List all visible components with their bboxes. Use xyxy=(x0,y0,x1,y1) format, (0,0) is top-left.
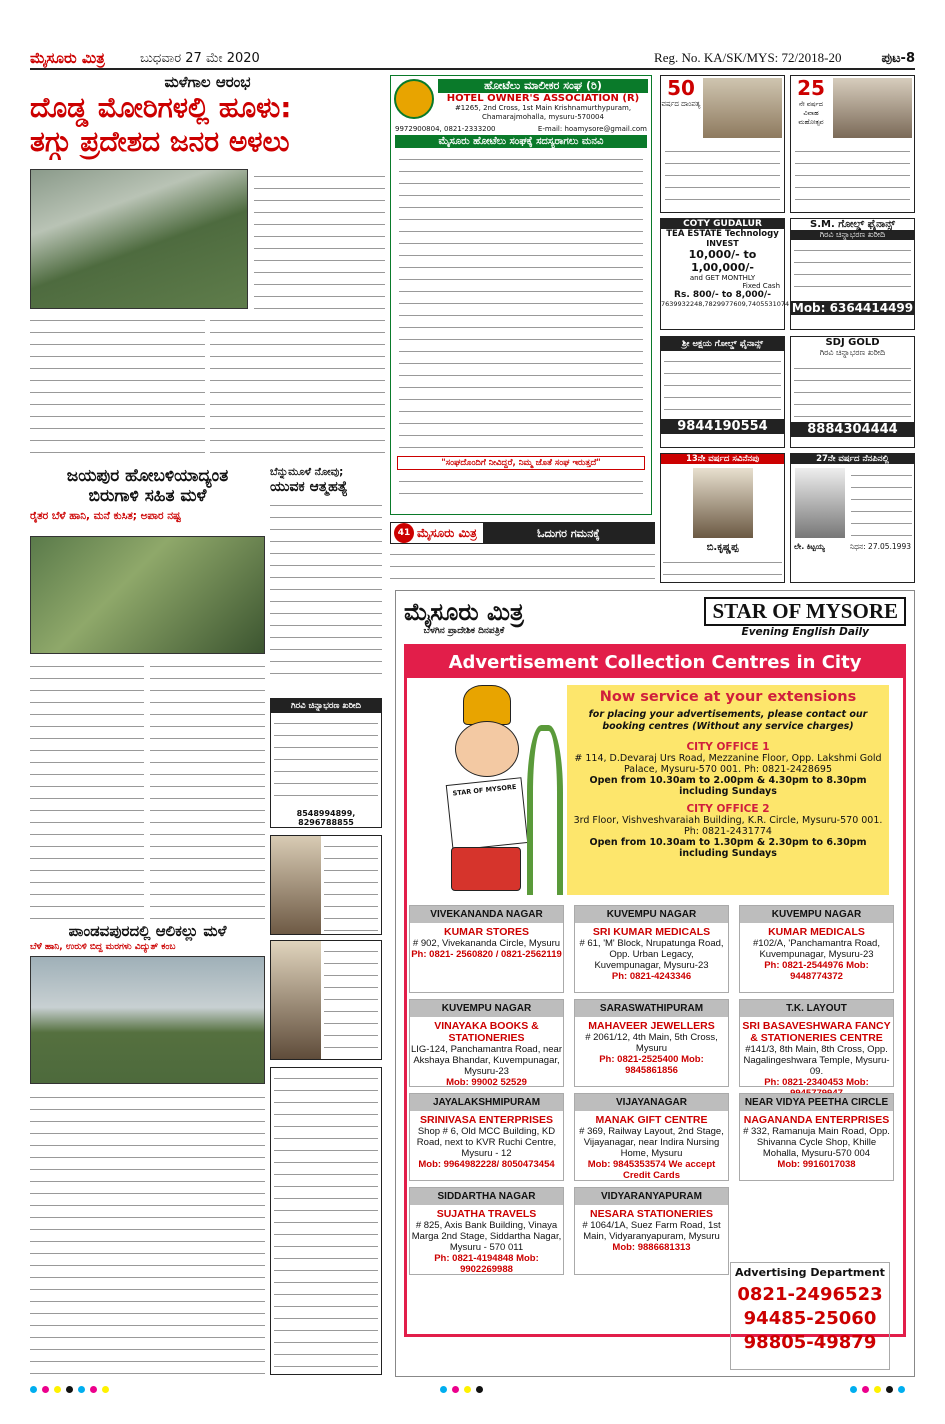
collection-centre-card xyxy=(409,1187,564,1275)
newspaper-logo: ಮೈಸೂರು ಮಿತ್ರ xyxy=(30,49,105,67)
remembrance-1-title: 13ನೇ ವರ್ಷದ ಸವಿನೆನಪು xyxy=(661,454,784,464)
story-suicide xyxy=(270,466,382,691)
centre-name: MANAK GIFT CENTRE xyxy=(595,1114,708,1126)
centre-phone: Mob: 9916017038 xyxy=(777,1159,856,1170)
banana-crop-photo xyxy=(30,536,265,654)
story3-body xyxy=(270,498,382,678)
tribute-2-photo xyxy=(271,941,321,1059)
centre-address: # 61, 'M' Block, Nrupatunga Road, Opp. Urban Legacy, Kuvempunagar, Mysuru-23 xyxy=(579,938,724,971)
office2-hours: Open from 10.30am to 1.30pm & 2.30pm to 6.30pm including Sundays xyxy=(589,837,867,859)
masthead xyxy=(30,48,915,70)
centre-area: VIDYARANYAPURAM xyxy=(575,1188,728,1205)
tribute-1-photo xyxy=(271,836,321,934)
collection-centres-grid xyxy=(409,905,894,1275)
tea-estate-sub: TEA ESTATE Technology xyxy=(666,229,779,239)
centre-phone: Ph: 0821-2525400 Mob: 9845861856 xyxy=(599,1054,704,1076)
centre-phone: Mob: 99002 52529 xyxy=(446,1077,527,1088)
centre-name: KUMAR STORES xyxy=(444,926,529,938)
tea-estate-range: 10,000/- to 1,00,000/- xyxy=(688,248,757,274)
lead-body-side xyxy=(254,169,385,309)
association-address: #1265, 2nd Cross, 1st Main Krishnamurthypuram, Chamarajmohalla, mysuru-570004 xyxy=(454,104,632,121)
office1-title: CITY OFFICE 1 xyxy=(686,741,770,753)
sdj-phone: 8884304444 xyxy=(791,422,914,437)
lead-headline-2: ತಗ್ಗು ಪ್ರದೇಶದ ಜನರ ಅಳಲು xyxy=(30,125,290,158)
akshaya-title: ಶ್ರೀ ಅಕ್ಷಯ ಗೋಲ್ಡ್ ಫೈನಾನ್ಸ್ xyxy=(661,337,784,351)
centre-name: KUMAR MEDICALS xyxy=(768,926,865,938)
centre-area: SIDDARTHA NAGAR xyxy=(410,1188,563,1205)
readers-text xyxy=(390,547,655,583)
association-signatories xyxy=(399,474,643,504)
anniversary-25-ad xyxy=(790,75,915,213)
sm-gold-sub: ಗಿರವಿ ಚಿನ್ನಾಭರಣ ಖರೀದಿ xyxy=(791,230,914,240)
service-box xyxy=(567,685,889,895)
remembrance-ad-1 xyxy=(660,453,785,583)
collection-centre-card xyxy=(574,1093,729,1181)
anniversary-50-label: ವರ್ಷದ ದಾಂಪತ್ಯ xyxy=(661,100,701,108)
centre-address: # 332, Ramanuja Main Road, Opp. Shivanna Cycle Shop, Khille Mohalla, Mysuru-570 004 xyxy=(743,1126,890,1159)
centre-address: # 902, Vivekananda Circle, Mysuru xyxy=(412,938,561,949)
registration-number: Reg. No. KA/SK/MYS: 72/2018-20 xyxy=(654,50,842,65)
readers-title: ಓದುಗರ ಗಮನಕ್ಕೆ xyxy=(483,523,654,543)
remembrance-2-photo xyxy=(795,468,845,538)
akshaya-text xyxy=(664,354,781,416)
association-phone: 9972900804, 0821-2333200 xyxy=(395,125,496,133)
association-logo xyxy=(394,79,434,119)
association-subtitle: ಮೈಸೂರು ಹೋಟೆಲು ಸಂಘಕ್ಕೆ ಸದಸ್ಯರಾಗಲು ಮನವಿ xyxy=(395,135,647,148)
tea-estate-invest: INVEST xyxy=(706,239,739,248)
issue-date: ಬುಧವಾರ 27 ಮೇ 2020 xyxy=(140,50,260,66)
som-tagline-kn: ಬೆಳಗಿನ ಪ್ರಾದೇಶಿಕ ದಿನಪತ್ರಿಕೆ xyxy=(423,626,505,636)
centre-address: #102/A, 'Panchamantra Road, Kuvempunagar, Mysuru-23 xyxy=(753,938,880,960)
centre-name: SUJATHA TRAVELS xyxy=(436,1208,537,1220)
tea-estate-phones: 7639932248,7829977609,7405531074 xyxy=(661,300,790,308)
tea-estate-title: COTY GUDALUR xyxy=(661,219,784,229)
adv-dept-phone-1: 0821-2496523 xyxy=(737,1284,883,1305)
service-instructions: for placing your advertisements, please contact our booking centres (Without any service charges) xyxy=(588,709,868,732)
centre-address: # 1064/1A, Suez Farm Road, 1st Main, Vidyaranyapuram, Mysuru xyxy=(582,1220,721,1242)
centre-area: KUVEMPU NAGAR xyxy=(740,906,893,923)
centre-area: SARASWATHIPURAM xyxy=(575,1000,728,1017)
akshaya-finance-ad xyxy=(660,336,785,448)
service-headline: Now service at your extensions xyxy=(599,689,857,705)
anniversary-25-badge: 25 xyxy=(797,76,825,100)
sdj-sub: ಗಿರವಿ ಚಿನ್ನಾಭರಣ ಖರೀದಿ xyxy=(819,348,886,357)
gold-small-title: ಗಿರವಿ ಚಿನ್ನಾಭರಣ ಖರೀದಿ xyxy=(271,699,381,713)
color-registration-left xyxy=(30,1386,109,1393)
tea-estate-return: Rs. 800/- to 8,000/- xyxy=(674,290,771,300)
color-registration-center xyxy=(440,1386,483,1393)
readers-badge: 41 xyxy=(394,523,414,543)
gold-small-phones: 8548994899, 8296788855 xyxy=(296,809,356,827)
story-jayapura xyxy=(30,466,265,916)
remembrance-1-text xyxy=(663,555,782,575)
akshaya-phone: 9844190554 xyxy=(661,419,784,434)
centre-address: LIG-124, Panchamantra Road, near Akshaya Bhandar, Kuvempunagar, Mysuru-23 xyxy=(410,1044,563,1077)
centre-address: # 2061/12, 4th Main, 5th Cross, Mysuru xyxy=(585,1032,718,1054)
couple-photo-50 xyxy=(703,78,782,138)
collection-centre-card xyxy=(574,999,729,1087)
centre-name: SRI KUMAR MEDICALS xyxy=(592,926,711,938)
story2-body-right xyxy=(150,659,265,919)
drain-photo xyxy=(30,169,248,309)
anniversary-50-text xyxy=(665,144,780,204)
sm-gold-title: S.M. ಗೋಲ್ಡ್ ಫೈನಾನ್ಸ್ xyxy=(810,219,895,230)
color-registration-right xyxy=(850,1386,905,1393)
lead-story xyxy=(30,73,385,463)
som-newspaper-prop: STAR OF MYSORE xyxy=(446,777,528,851)
collection-centre-card xyxy=(409,1093,564,1181)
office2-address: 3rd Floor, Vishveshvaraiah Building, K.R. Circle, Mysuru-570 001. Ph: 0821-2431774 xyxy=(573,815,883,837)
centre-name: SRINIVASA ENTERPRISES xyxy=(419,1114,554,1126)
centre-address: Shop # 6, Old MCC Building, KD Road, next to KVR Ruchi Centre, Mysuru - 12 xyxy=(416,1126,557,1159)
centre-phone: Mob: 9845353574 We accept Credit Cards xyxy=(587,1159,716,1181)
anniversary-25-label: ನೇ ವರ್ಷದ ವಿವಾಹ ಮಹೋತ್ಸವ xyxy=(798,100,824,126)
story-pandavapura xyxy=(30,922,265,1377)
collection-centre-card xyxy=(409,999,564,1087)
adv-dept-title: Advertising Department xyxy=(735,1266,885,1279)
centre-address: # 825, Axis Bank Building, Vinaya Marga 2nd Stage, Siddartha Nagar, Mysuru - 570 011 xyxy=(411,1220,562,1253)
collection-centres-banner: Advertisement Collection Centres in City xyxy=(407,647,903,678)
centre-address: # 369, Railway Layout, 2nd Stage, Vijayanagar, near Indira Nursing Home, Mysuru xyxy=(579,1126,724,1159)
lead-headline-1: ದೊಡ್ಡ ಮೋರಿಗಳಲ್ಲಿ ಹೂಳು: xyxy=(30,91,292,124)
centre-phone: Ph: 0821- 2560820 / 0821-2562119 xyxy=(411,949,562,960)
remembrance-2-date: ನಿಧನ: 27.05.1993 xyxy=(849,542,911,551)
office2-title: CITY OFFICE 2 xyxy=(686,803,770,815)
centre-phone: Ph: 0821-4243346 xyxy=(611,971,692,982)
centre-name: VINAYAKA BOOKS & STATIONERIES xyxy=(434,1020,539,1044)
remembrance-2-text xyxy=(851,468,912,538)
story2-sub: ರೈತರ ಬೆಳೆ ಹಾನಿ, ಮನೆ ಕುಸಿತ; ಅಪಾರ ನಷ್ಟ xyxy=(30,510,181,522)
centre-phone: Ph: 0821-2340453 Mob: xyxy=(764,1077,869,1088)
centre-name: MAHAVEER JEWELLERS xyxy=(588,1020,715,1032)
centre-area: NEAR VIDYA PEETHA CIRCLE xyxy=(740,1094,893,1111)
story2-headline-1: ಜಯಪುರ ಹೋಬಳಿಯಾದ್ಯಂತ xyxy=(66,466,229,486)
collection-centre-card xyxy=(574,1187,729,1275)
sm-gold-mobile: Mob: 6364414499 xyxy=(791,301,914,315)
tea-estate-fixed: Fixed Cash xyxy=(742,282,780,290)
tea-estate-ad xyxy=(660,218,790,330)
association-motto: "ಸಂಘದೊಂದಿಗೆ ನೀವಿದ್ದರೆ, ನಿಮ್ಮ ಜೊತೆ ಸಂಘ ಇರುತ್ತದೆ" xyxy=(397,456,645,470)
tribute-1-text xyxy=(324,839,378,931)
office1-hours: Open from 10.30am to 2.00pm & 4.30pm to 8.30pm including Sundays xyxy=(589,775,867,797)
lead-kicker: ಮಳೆಗಾಲ ಆರಂಭ xyxy=(164,73,251,91)
collection-centre-card xyxy=(739,999,894,1087)
office1-address: # 114, D.Devaraj Urs Road, Mezzanine Floor, Opp. Lakshmi Gold Palace, Mysuru-570 001. Ph: 0821-2428695 xyxy=(574,753,882,775)
remembrance-1-photo xyxy=(693,468,753,538)
centre-name: NESARA STATIONERIES xyxy=(590,1208,713,1220)
page-number: ಪುಟ-8 xyxy=(881,50,915,66)
remembrance-2-name: ಲೇ. ಕಿಟ್ಟಯ್ಯ xyxy=(794,542,825,551)
collection-centre-card xyxy=(409,905,564,993)
centre-name: SRI BASAVESHWARA FANCY & STATIONERIES CENTRE xyxy=(742,1020,891,1044)
story4-body xyxy=(30,1090,265,1377)
centre-phone: Mob: 9886681313 xyxy=(612,1242,691,1253)
centre-address: #141/3, 8th Main, 8th Cross, Opp. Nagalingeshwara Temple, Mysuru-09. xyxy=(743,1044,890,1077)
centre-name: NAGANANDA ENTERPRISES xyxy=(743,1114,890,1126)
advertising-department-box xyxy=(730,1262,890,1370)
star-of-mysore-ad xyxy=(395,590,915,1377)
story2-body-left xyxy=(30,659,144,919)
remembrance-ad-2 xyxy=(790,453,915,583)
sdj-text xyxy=(794,361,911,419)
lead-body-left xyxy=(30,313,205,463)
sm-gold-ad xyxy=(790,218,915,330)
centre-area: VIVEKANANDA NAGAR xyxy=(410,906,563,923)
tribute-2-text xyxy=(324,944,378,1056)
association-title-en: HOTEL OWNER'S ASSOCIATION (R) xyxy=(446,93,640,104)
som-sub-en: Evening English Daily xyxy=(741,626,869,638)
association-body xyxy=(399,152,643,452)
story4-sub: ಬೆಳೆ ಹಾನಿ, ಉರುಳಿ ಬಿದ್ದ ಮರಗಳು ವಿದ್ಯುತ್ ಕಂಬ xyxy=(30,942,176,952)
lead-body-right xyxy=(210,313,385,463)
association-email: E-mail: hoamysore@gmail.com xyxy=(537,125,647,133)
classified-text xyxy=(274,1071,378,1369)
hotel-association-ad xyxy=(390,75,652,515)
sm-gold-text xyxy=(794,243,911,298)
anniversary-50-badge: 50 xyxy=(667,76,695,100)
som-title-en: STAR OF MYSORE xyxy=(704,597,906,626)
centre-phone: Ph: 0821-4194848 Mob: 9902269988 xyxy=(434,1253,539,1275)
som-logo-kn: ಮೈಸೂರು ಮಿತ್ರ xyxy=(404,597,524,626)
readers-logo: ಮೈಸೂರು ಮಿತ್ರ xyxy=(417,525,477,540)
gold-small-ad xyxy=(270,698,382,828)
centre-area: T.K. LAYOUT xyxy=(740,1000,893,1017)
fallen-pole-photo xyxy=(30,956,265,1084)
remembrance-2-title: 27ನೇ ವರ್ಷದ ನೆನಪಿನಲ್ಲಿ xyxy=(791,454,914,464)
story3-kicker: ಬೆನ್ನುಮೂಳೆ ನೋವು; xyxy=(270,466,344,478)
couple-photo-25 xyxy=(833,78,912,138)
story4-headline: ಪಾಂಡವಪುರದಲ್ಲಿ ಆಲಿಕಲ್ಲು ಮಳೆ xyxy=(68,922,227,940)
classified-notice xyxy=(270,1067,382,1375)
centre-phone: Ph: 0821-2544976 Mob: 9448774372 xyxy=(764,960,869,982)
centre-phone: Mob: 9964982228/ 8050473454 xyxy=(418,1159,555,1170)
tea-estate-monthly: and GET MONTHLY xyxy=(689,274,756,282)
gold-small-text xyxy=(274,716,378,806)
adv-dept-phone-2: 94485-25060 xyxy=(743,1308,877,1329)
collection-centre-card xyxy=(574,905,729,993)
centre-area: VIJAYANAGAR xyxy=(575,1094,728,1111)
centre-area: KUVEMPU NAGAR xyxy=(410,1000,563,1017)
anniversary-25-text xyxy=(795,144,910,204)
tribute-ad-2 xyxy=(270,940,382,1060)
collection-centre-card xyxy=(739,905,894,993)
story2-headline-2: ಬಿರುಗಾಳಿ ಸಹಿತ ಮಳೆ xyxy=(88,486,207,506)
centre-area: JAYALAKSHMIPURAM xyxy=(410,1094,563,1111)
adv-dept-phone-3: 98805-49879 xyxy=(743,1332,877,1353)
tribute-ad-1 xyxy=(270,835,382,935)
anniversary-50-ad xyxy=(660,75,785,213)
association-title-kn: ಹೋಟೆಲು ಮಾಲೀಕರ ಸಂಘ (ರಿ) xyxy=(438,79,648,93)
story3-headline: ಯುವಕ ಆತ್ಮಹತ್ಯೆ xyxy=(270,479,348,495)
sdj-gold-ad xyxy=(790,336,915,448)
centre-area: KUVEMPU NAGAR xyxy=(575,906,728,923)
readers-notice xyxy=(390,522,655,584)
sdj-title: SDJ GOLD xyxy=(825,337,880,348)
remembrance-1-name: ಬಿ.ಕೃಷ್ಣಪ್ಪ xyxy=(706,542,739,553)
cartoon-reader-figure xyxy=(419,685,569,895)
collection-centre-card xyxy=(739,1093,894,1181)
